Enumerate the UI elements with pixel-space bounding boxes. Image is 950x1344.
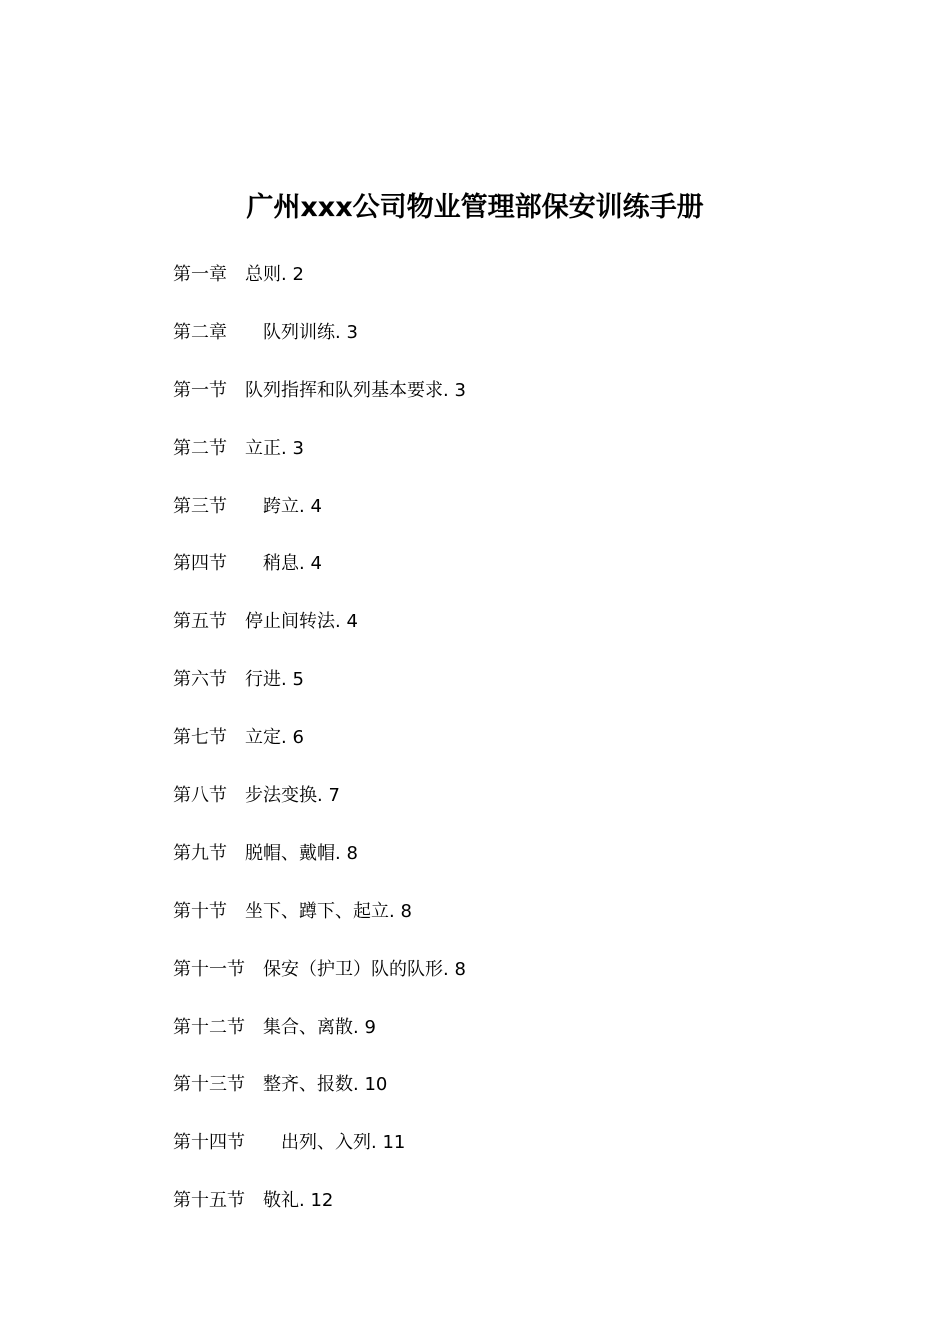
toc-entry: 第十节 坐下、蹲下、起立. 8 (173, 900, 412, 922)
toc-entry: 第六节 行进. 5 (173, 669, 304, 691)
toc-entry: 第十四节 出列、入列. 11 (173, 1132, 406, 1154)
document-title: 广州xxx公司物业管理部保安训练手册 (246, 192, 704, 223)
toc-entry: 第十二节 集合、离散. 9 (173, 1016, 376, 1038)
toc-entry: 第八节 步法变换. 7 (173, 785, 340, 807)
toc-entry: 第九节 脱帽、戴帽. 8 (173, 842, 358, 864)
table-of-contents (173, 259, 873, 1243)
toc-entry: 第十五节 敬礼. 12 (173, 1190, 334, 1212)
toc-entry: 第一章 总则. 2 (173, 264, 304, 285)
toc-entry: 第一节 队列指挥和队列基本要求. 3 (173, 379, 466, 401)
toc-entry: 第五节 停止间转法. 4 (173, 611, 358, 633)
toc-entry: 第三节 跨立. 4 (173, 495, 322, 517)
toc-entry: 第二节 立正. 3 (173, 437, 304, 459)
toc-entry: 第二章 队列训练. 3 (173, 321, 358, 343)
toc-entry: 第十三节 整齐、报数. 10 (173, 1074, 388, 1096)
toc-entry: 第十一节 保安（护卫）队的队形. 8 (173, 958, 466, 980)
toc-entry: 第七节 立定. 6 (173, 727, 304, 749)
toc-entry: 第四节 稍息. 4 (173, 553, 322, 575)
